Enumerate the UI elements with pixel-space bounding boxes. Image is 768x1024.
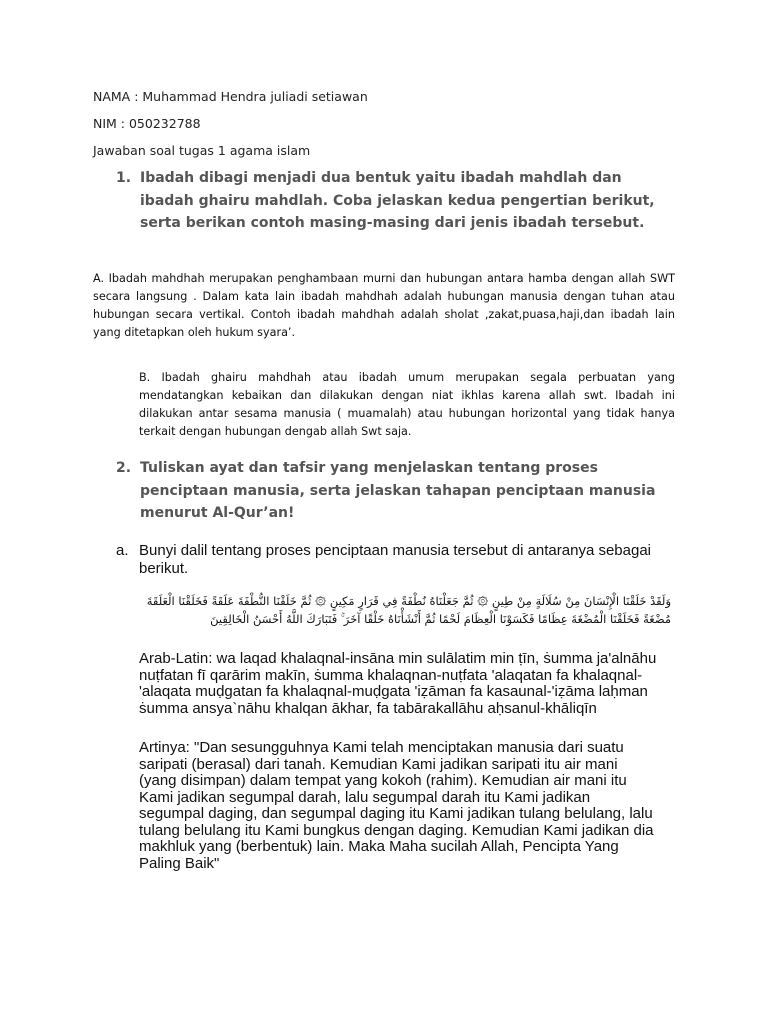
translation-line: saripati (berasal) dari tanah. Kemudian Kami jadikan saripati itu air mani bbox=[139, 755, 618, 773]
assignment-title-line: Jawaban soal tugas 1 agama islam bbox=[93, 143, 311, 158]
question-1-number: 1. bbox=[116, 170, 132, 186]
answer-1b-paragraph: B. Ibadah ghairu mahdhah atau ibadah umum merupakan segala perbuatan yang mendatangkan kebaikan dan dilakukan dengan niat ikhlas karena allah swt. Ibadah ini dilakukan antar sesama manusia ( muamalah) atau hubungan horizontal yang tidak hanya terkait dengan hubungan dengab allah Swt saja. bbox=[139, 371, 675, 438]
answer-2a-intro-text: Bunyi dalil tentang proses penciptaan manusia tersebut di antaranya sebagai berikut. bbox=[139, 542, 652, 577]
latin-line: ṡumma ansya`nāhu khalqan ākhar, fa tabārakallāhu aḥsanul-khāliqīn bbox=[139, 699, 597, 717]
answer-2a-label: a. bbox=[116, 542, 129, 559]
latin-line: nuṭfatan fī qarārim makīn, ṡumma khalaqnan-nuṭfata 'alaqatan fa khalaqnal- bbox=[139, 666, 643, 684]
answer-1a-paragraph: A. Ibadah mahdhah merupakan penghambaan murni dan hubungan antara hamba dengan allah SWT secara langsung . Dalam kata lain ibadah mahdhah adalah hubungan manusia dengan tuhan atau hubungan secara vertikal. Contoh ibadah mahdhah adalah sholat ,zakat,puasa,haji,dan ibadah lain yang ditetapkan oleh hukum syara’. bbox=[93, 272, 675, 339]
question-2-text: Tuliskan ayat dan tafsir yang menjelaskan tentang proses penciptaan manusia, serta jelaskan tahapan penciptaan manusia menurut Al-Qur’an! bbox=[140, 460, 656, 521]
student-nim-line: NIM : 050232788 bbox=[93, 116, 201, 131]
translation-line: Paling Baik" bbox=[139, 854, 220, 872]
question-2-number: 2. bbox=[116, 460, 132, 476]
translation-line: Kami jadikan segumpal darah, lalu segumpal darah itu Kami jadikan bbox=[139, 788, 591, 806]
translation-line: segumpal daging, dan segumpal daging itu Kami jadikan tulang belulang, lalu bbox=[139, 805, 653, 822]
latin-line: Arab-Latin: wa laqad khalaqnal-insāna min sulālatim min ṭīn, ṡumma ja'alnāhu bbox=[139, 650, 657, 667]
verse-translation bbox=[139, 740, 679, 872]
question-1-text: Ibadah dibagi menjadi dua bentuk yaitu ibadah mahdlah dan ibadah ghairu mahdlah. Coba jelaskan kedua pengertian berikut, serta berikan contoh masing-masing dari jenis ibadah tersebut. bbox=[140, 170, 655, 231]
translation-line: makhluk yang (berbentuk) lain. Maka Maha sucilah Allah, Pencipta Yang bbox=[139, 838, 619, 855]
translation-line: Artinya: "Dan sesungguhnya Kami telah menciptakan manusia dari suatu bbox=[139, 739, 624, 756]
student-name-line: NAMA : Muhammad Hendra juliadi setiawan bbox=[93, 89, 368, 104]
translation-line: tulang belulang itu Kami bungkus dengan daging. Kemudian Kami jadikan dia bbox=[139, 821, 654, 839]
latin-line: 'alaqata muḍgatan fa khalaqnal-muḍgata 'iẓāman fa kasaunal-'iẓāma laḥman bbox=[139, 683, 648, 700]
translation-line: (yang disimpan) dalam tempat yang kokoh (rahim). Kemudian air mani itu bbox=[139, 772, 627, 789]
quran-verse-arabic: وَلَقَدْ خَلَقْنَا الْإِنْسَانَ مِنْ سُلَالَةٍ مِنْ طِينٍ ۞ ثُمَّ جَعَلْنَاهُ نُطْفَةً فِي قَرَارٍ مَكِينٍ ۞ ثُمَّ خَلَقْنَا النُّطْفَةَ عَلَقَةً فَخَلَقْنَا الْعَلَقَةَ مُضْغَةً فَخَلَقْنَا الْمُضْغَةَ عِظَامًا فَكَسَوْنَا الْعِظَامَ لَحْمًا ثُمَّ أَنْشَأْنَاهُ خَلْقًا آخَرَ ۚ فَتَبَارَكَ اللَّهُ أَحْسَنُ الْخَالِقِينَ bbox=[146, 594, 671, 626]
arab-latin-transliteration bbox=[139, 651, 679, 717]
